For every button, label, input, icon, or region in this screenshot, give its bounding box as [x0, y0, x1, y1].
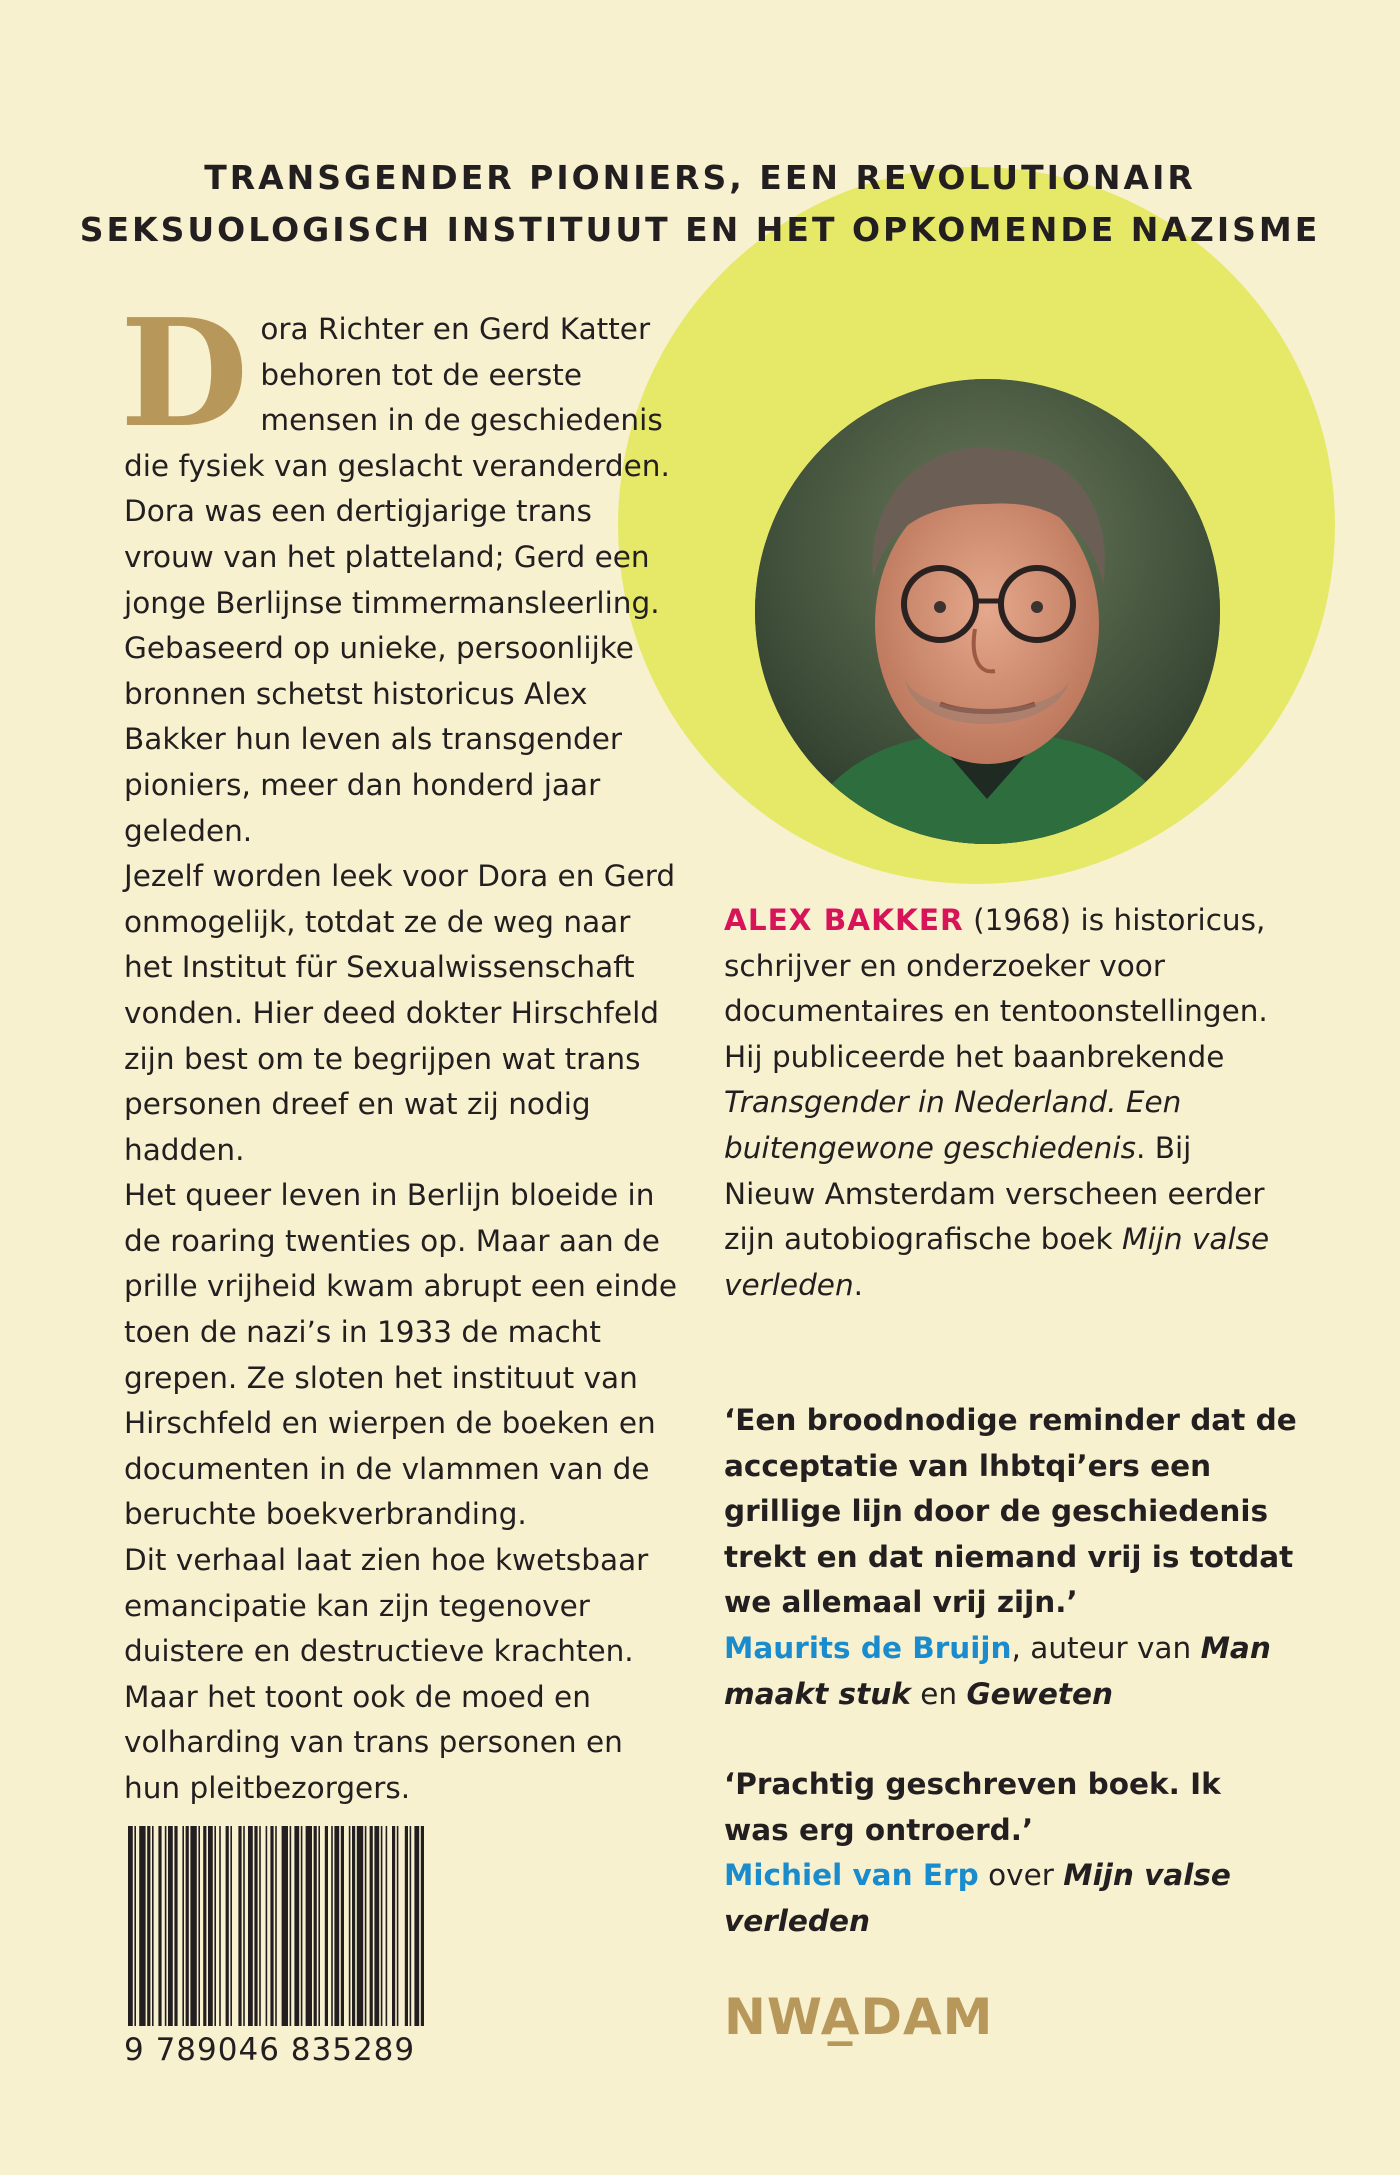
barcode-bar — [182, 1826, 184, 2026]
barcode-bar — [414, 1826, 419, 2026]
barcode-bar — [341, 1826, 344, 2026]
barcode-bar — [266, 1826, 268, 2026]
barcode-bar — [365, 1826, 367, 2026]
barcode-bars — [124, 1826, 426, 2026]
barcode-bar — [349, 1826, 351, 2026]
barcode-bar — [334, 1826, 339, 2026]
bio-book-title-2: Mijn valse verleden — [724, 1222, 1270, 1302]
barcode-bar — [128, 1826, 133, 2026]
quote-2-attr-mid: over — [978, 1858, 1064, 1893]
barcode-bar — [294, 1826, 299, 2026]
barcode-bar — [301, 1826, 303, 2026]
barcode-bar — [325, 1826, 328, 2026]
barcode-bar — [370, 1826, 373, 2026]
barcode-bar — [405, 1826, 408, 2026]
barcode-bar — [254, 1826, 257, 2026]
synopsis-paragraph-1 — [120, 286, 684, 854]
barcode-bar — [318, 1826, 320, 2026]
barcode-bar — [214, 1826, 216, 2026]
blurb-quote-2 — [724, 1762, 1284, 1944]
barcode-bar — [203, 1826, 206, 2026]
bio-text-2: . Bij Nieuw Amsterdam verscheen eerder zijn autobiografische boek — [724, 1130, 1265, 1257]
quote-2-text: ‘Prachtig geschreven boek. Ik was erg ontroerd.’ — [724, 1767, 1221, 1847]
blurb-quote-1 — [724, 1398, 1304, 1717]
headline-line-1: TRANSGENDER PIONIERS, EEN REVOLUTIONAIR — [204, 158, 1196, 197]
bio-text-3: . — [853, 1267, 864, 1302]
isbn-number: 9 789046 835289 — [124, 2032, 416, 2068]
synopsis-paragraph-1-text: ora Richter en Gerd Katter behoren tot de eerste mensen in de geschiedenis die fysiek van geslacht veranderden. Dora was een dertigjarige trans vrouw van het platteland; Gerd een jonge Berlijnse timmermansleerling. Gebaseerd op unieke, persoonlijke bronnen schetst historicus Alex Bakker hun leven als transgender pioniers, meer dan honderd jaar geleden. — [124, 312, 670, 848]
barcode-bar — [270, 1826, 273, 2026]
drop-cap: D — [120, 286, 249, 460]
quote-1-book-1: Man maakt stuk — [724, 1630, 1271, 1711]
barcode-bar — [275, 1826, 277, 2026]
barcode-bar — [174, 1826, 177, 2026]
barcode-bar — [243, 1826, 245, 2026]
barcode-bar — [198, 1826, 200, 2026]
barcode-bar — [190, 1826, 196, 2026]
barcode-bar — [219, 1826, 221, 2026]
quote-2-book-1: Mijn valse verleden — [724, 1858, 1231, 1938]
author-photo — [755, 379, 1220, 844]
quote-1-text: ‘Een broodnodige reminder dat de acceptatie van lhbtqi’ers een grillige lijn door de geschiedenis trekt en dat niemand vrij is totdat we allemaal vrij zijn.’ — [724, 1403, 1297, 1620]
quote-1-author: Maurits de Bruijn — [724, 1630, 1012, 1665]
barcode-bar — [186, 1826, 189, 2026]
quote-1-attribution — [724, 1626, 1304, 1717]
barcode-bar — [421, 1826, 424, 2026]
barcode-bar — [152, 1826, 154, 2026]
barcode-bar — [357, 1826, 363, 2026]
barcode-bar — [248, 1826, 253, 2026]
barcode-bar — [230, 1826, 232, 2026]
quote-1-attr-mid: , auteur van — [1011, 1630, 1201, 1665]
barcode-bar — [147, 1826, 150, 2026]
barcode-bar — [208, 1826, 213, 2026]
headline-line-2: SEKSUOLOGISCH INSTITUUT EN HET OPKOMENDE NAZISME — [79, 210, 1321, 249]
barcode-bar — [352, 1826, 355, 2026]
synopsis-paragraph-2: Jezelf worden leek voor Dora en Gerd onmogelijk, totdat ze de weg naar het Institut für Sexualwissenschaft vonden. Hier deed dokter Hirschfeld zijn best om te begrijpen wat trans personen dreef en wat zij nodig hadden. — [124, 859, 676, 1167]
synopsis-paragraph-4: Dit verhaal laat zien hoe kwetsbaar emancipatie kan zijn tegenover duistere en destructieve krachten. Maar het toont ook de moed en volharding van trans personen en hun pleitbezorgers. — [124, 1543, 649, 1805]
barcode-bar — [386, 1826, 388, 2026]
barcode-bar — [306, 1826, 312, 2026]
barcode-bar — [290, 1826, 292, 2026]
barcode-bar — [314, 1826, 317, 2026]
barcode-bar — [158, 1826, 161, 2026]
barcode-bar — [168, 1826, 173, 2026]
quote-2-author: Michiel van Erp — [724, 1858, 979, 1893]
barcode-bar — [282, 1826, 288, 2026]
headline — [0, 152, 1400, 256]
barcode-bar — [374, 1826, 379, 2026]
barcode-bar — [381, 1826, 383, 2026]
quote-2-attribution — [724, 1853, 1284, 1944]
author-name: ALEX BAKKER — [724, 903, 964, 937]
quote-1-book-2: Geweten — [966, 1676, 1114, 1711]
barcode-bar — [392, 1826, 395, 2026]
barcode-bar — [238, 1826, 241, 2026]
barcode-bar — [226, 1826, 229, 2026]
barcode-bar — [139, 1826, 145, 2026]
barcode-bar — [259, 1826, 261, 2026]
bio-book-title-1: Transgender in Nederland. Een buitengewone geschiedenis — [724, 1085, 1182, 1165]
publisher-logo: NWA̲DAM — [724, 1988, 994, 2046]
barcode-bar — [410, 1826, 412, 2026]
barcode-bar — [397, 1826, 399, 2026]
bio-text-1: (1968) is historicus, schrijver en onderzoeker voor documentaires en tentoonstellingen. Hij publiceerde het baanbrekende — [724, 903, 1268, 1074]
synopsis-paragraph-3: Het queer leven in Berlijn bloeide in de roaring twenties op. Maar aan de prille vrijheid kwam abrupt een einde toen de nazi’s in 1933 de macht grepen. Ze sloten het instituut van Hirschfeld en wierpen de boeken en documenten in de vlammen van de beruchte boekverbranding. — [124, 1178, 678, 1532]
barcode-bar — [165, 1826, 167, 2026]
barcode-bar — [331, 1826, 333, 2026]
synopsis — [120, 286, 684, 1812]
author-bio — [724, 898, 1284, 1308]
quote-1-attr-and: en — [910, 1676, 967, 1711]
barcode-bar — [134, 1826, 136, 2026]
